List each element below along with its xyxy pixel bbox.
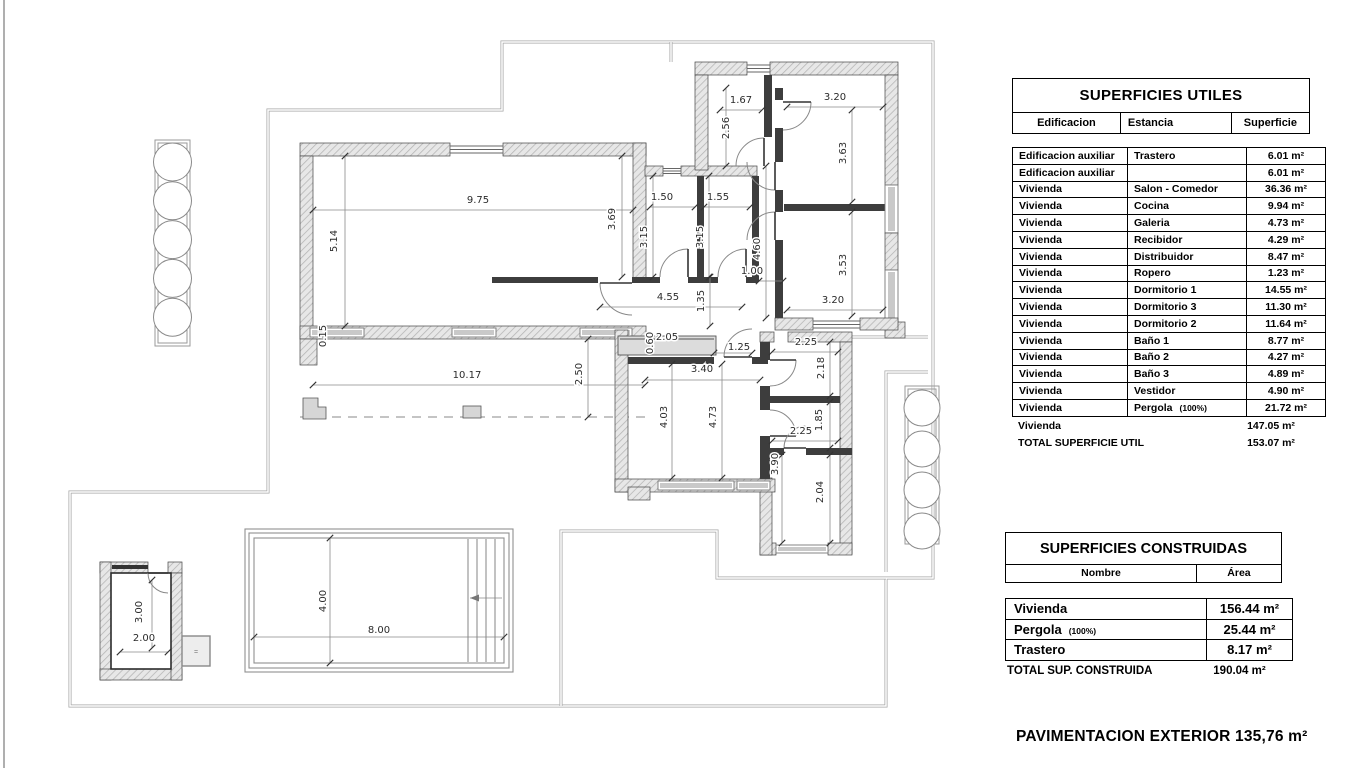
table-cell: 8.17 m² [1207,640,1293,661]
table-cell: 4.73 m² [1247,215,1326,232]
column-header: Superficie [1243,117,1297,129]
table-cell: Vestidor [1128,383,1247,400]
dimension-label: 2.04 [815,480,826,504]
table-row [1013,231,1326,248]
dimension-label: 4.03 [659,405,670,429]
table-cell: Vivienda [1013,315,1128,332]
pool-steps [468,539,495,662]
trastero-building [100,562,210,680]
table-cell: Galeria [1128,215,1247,232]
dimension-label: 4.73 [708,405,719,429]
pool [245,529,513,672]
dimension-label: 10.17 [452,370,482,381]
table-cell: Dormitorio 3 [1128,299,1247,316]
dimension-label: 3.15 [639,225,650,249]
table-cell: Vivienda [1013,332,1128,349]
total-label: TOTAL SUP. CONSTRUIDA [1007,664,1153,677]
table-cell: Distribuidor [1128,248,1247,265]
pergola-column [463,406,481,418]
table-cell: Dormitorio 1 [1128,282,1247,299]
utiles-title: SUPERFICIES UTILES [1079,87,1243,104]
dimension-label: 3.40 [690,364,714,375]
dimension-label: 2.25 [794,337,818,348]
table-cell: 156.44 m² [1207,599,1293,620]
table-row [1013,215,1326,232]
table-cell: Vivienda [1013,215,1128,232]
table-cell: Vivienda [1013,198,1128,215]
dimension-label: 2.50 [574,362,585,386]
table-cell: Vivienda [1013,248,1128,265]
tree-icon [904,390,940,426]
dimension-label: 2.56 [721,116,732,140]
table-cell: 6.01 m² [1247,164,1326,181]
dimension-label: 1.85 [814,408,825,432]
pergola-column [303,398,326,419]
table-cell: Vivienda [1013,299,1128,316]
dimension-label: 3.63 [838,141,849,165]
table-row [1013,164,1326,181]
construidas-title: SUPERFICIES CONSTRUIDAS [1039,541,1248,557]
table-row [1013,282,1326,299]
utiles-column-headers [1013,112,1309,133]
table-cell: 1.23 m² [1247,265,1326,282]
dimension-label: 3.15 [695,225,706,249]
table-row [1013,332,1326,349]
window [885,185,898,233]
tree-icon [154,182,192,220]
utiles-summary [1012,417,1310,452]
table-cell: Vivienda [1013,399,1128,416]
table-cell: Cocina [1128,198,1247,215]
dimension-label: 1.35 [696,289,707,313]
table-row [1013,148,1326,165]
table-row [1013,399,1326,416]
superficies-construidas-table [1005,532,1282,681]
utiles-data-grid [1012,147,1326,417]
table-row [1013,383,1326,400]
table-cell: 4.89 m² [1247,366,1326,383]
dimension-label: 8.00 [367,625,391,636]
summary-row [1012,434,1310,452]
tree-icon [154,221,192,259]
table-cell: 36.36 m² [1247,181,1326,198]
column-header: Nombre [1006,565,1197,582]
table-cell: Vivienda [1013,181,1128,198]
pergola [300,398,645,419]
tree-icon [154,298,192,336]
table-cell: Dormitorio 2 [1128,315,1247,332]
percentage-note: (100%) [1068,625,1097,636]
window [885,270,898,322]
construidas-header-box [1005,532,1282,583]
table-cell: 4.27 m² [1247,349,1326,366]
total-value: 190.04 m² [1213,664,1266,677]
dimension-label: 3.69 [607,207,618,231]
summary-label: TOTAL SUPERFICIE UTIL [1018,437,1145,449]
dimension-label: 2.05 [655,332,679,343]
summary-row [1012,417,1310,435]
tree-row-left [154,140,192,346]
tree-icon [154,259,192,297]
table-cell: Vivienda [1013,383,1128,400]
dimension-label: 2.18 [816,356,827,380]
dimension-label: 0.15 [318,324,329,348]
dimension-label: 1.00 [740,266,764,277]
dimension-label: 4.60 [752,237,763,261]
table-cell: Baño 2 [1128,349,1247,366]
dimension-label: 1.25 [727,342,751,353]
construidas-total-row [1005,661,1282,681]
window [310,328,632,337]
arrow-icon [470,595,479,602]
table-cell: Edificacion auxiliar [1013,148,1128,165]
tree-icon [904,513,940,549]
table-row [1006,640,1293,661]
utiles-header-box [1012,78,1310,134]
column-header: Área [1227,567,1251,579]
table-cell: Ropero [1128,265,1247,282]
table-cell: Pergola (100%) [1128,399,1247,416]
dimension-label: 1.67 [729,95,753,106]
summary-value: 153.07 m² [1247,437,1295,449]
plot-boundary [70,42,933,706]
tree-row-right [904,386,940,549]
window [658,481,770,490]
dimension-label: 5.14 [329,229,340,253]
table-cell: Edificacion auxiliar [1013,164,1128,181]
table-cell: 11.30 m² [1247,299,1326,316]
table-cell: 8.47 m² [1247,248,1326,265]
table-cell: 8.77 m² [1247,332,1326,349]
tree-icon [904,431,940,467]
window [112,565,148,569]
dimension-label: 3.20 [821,295,845,306]
table-cell: 4.29 m² [1247,231,1326,248]
svg-text:=: = [193,649,199,656]
table-row [1006,619,1293,640]
dimension-label: 3.20 [823,92,847,103]
table-cell: Vivienda [1013,349,1128,366]
table-cell: Baño 1 [1128,332,1247,349]
window [776,545,828,553]
table-row [1006,599,1293,620]
column-header: Edificacion [1013,113,1121,133]
table-cell: 21.72 m² [1247,399,1326,416]
table-cell [1128,164,1247,181]
table-cell: Salon - Comedor [1128,181,1247,198]
construidas-column-headers [1006,564,1281,582]
summary-label: Vivienda [1018,419,1061,432]
superficies-utiles-table [1012,78,1310,452]
dimension-label: 3.90 [770,452,781,476]
dimension-label: 3.53 [838,253,849,277]
column-header: Estancia [1121,113,1232,133]
pavimentacion-exterior-note: PAVIMENTACION EXTERIOR 135,76 m² [1016,728,1308,745]
table-cell: Vivienda [1013,231,1128,248]
table-cell: Vivienda [1006,599,1207,620]
table-row [1013,349,1326,366]
dimension-label: 2.25 [789,426,813,437]
table-row [1013,366,1326,383]
dimension-label: 9.75 [466,195,490,206]
dimension-label: 2.00 [132,633,156,644]
table-cell: 14.55 m² [1247,282,1326,299]
table-cell: 9.94 m² [1247,198,1326,215]
dimension-label: 0.60 [645,331,656,355]
table-cell: Trastero [1006,640,1207,661]
table-row [1013,181,1326,198]
table-row [1013,315,1326,332]
table-cell: Vivienda [1013,282,1128,299]
table-row [1013,198,1326,215]
table-cell: 25.44 m² [1207,619,1293,640]
dimension-label: 1.55 [706,192,730,203]
table-row [1013,248,1326,265]
table-cell: Vivienda [1013,366,1128,383]
table-cell: Pergola (100%) [1006,619,1207,640]
table-cell: 4.90 m² [1247,383,1326,400]
construidas-data-grid [1005,598,1293,661]
dimension-label: 3.00 [134,600,145,624]
table-cell: Baño 3 [1128,366,1247,383]
table-cell: Recibidor [1128,231,1247,248]
table-cell: Vivienda [1013,265,1128,282]
table-cell: 11.64 m² [1247,315,1326,332]
table-cell: Trastero [1128,148,1247,165]
table-cell: 6.01 m² [1247,148,1326,165]
table-row [1013,299,1326,316]
tree-icon [904,472,940,508]
summary-value: 147.05 m² [1247,419,1295,432]
dimension-label: 4.55 [656,292,680,303]
dimension-label: 4.00 [318,589,329,613]
percentage-note: (100%) [1179,402,1207,413]
dimension-label: 1.50 [650,192,674,203]
table-row [1013,265,1326,282]
tree-icon [154,143,192,181]
